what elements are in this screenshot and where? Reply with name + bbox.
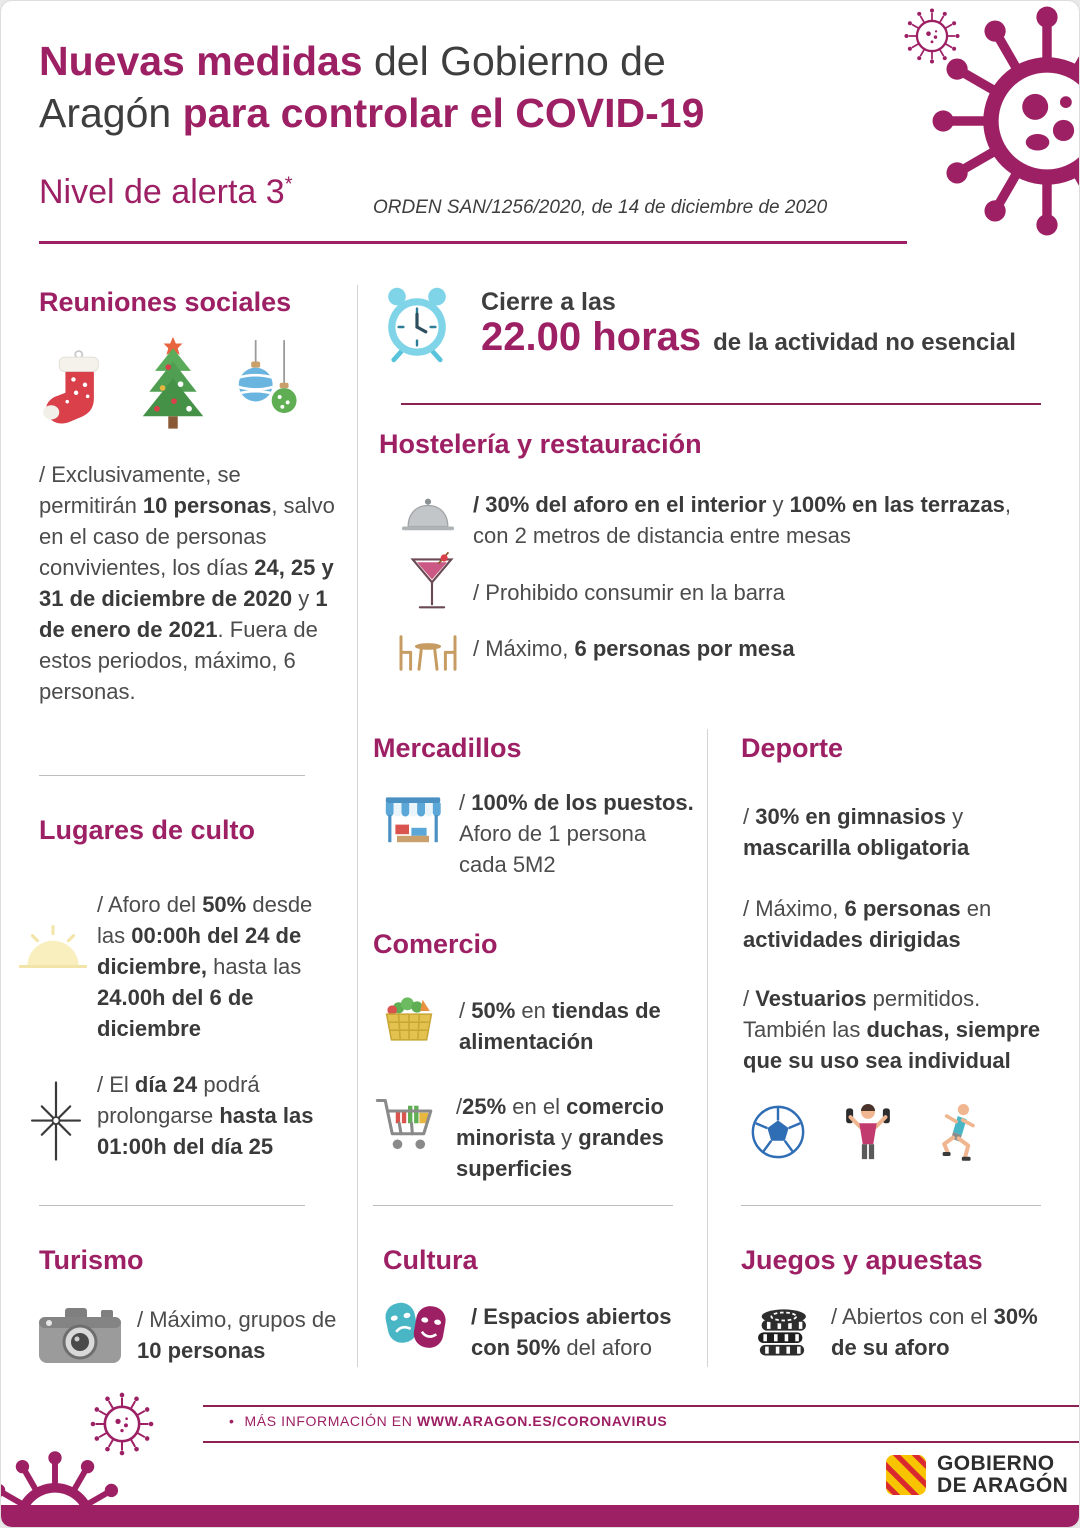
title-line1: [39, 35, 704, 87]
more-info-text: MÁS INFORMACIÓN EN: [244, 1413, 417, 1429]
order-reference: ORDEN SAN/1256/2020, de 14 de diciembre de 2020: [373, 197, 828, 218]
vertical-divider-right: [707, 729, 708, 1367]
virus-icon: [929, 3, 1080, 239]
section-title-culto: Lugares de culto: [39, 815, 256, 845]
middle-divider: [373, 1205, 673, 1206]
poker-chips-icon: [751, 1295, 813, 1361]
hosteleria-item-2: / Prohibido consumir en la barra: [473, 580, 785, 605]
title-accent-2: para controlar el COVID-19: [182, 90, 705, 136]
footer-divider-top: [203, 1405, 1080, 1407]
section-title-mercadillos: Mercadillos: [373, 733, 522, 763]
section-title-turismo: Turismo: [39, 1245, 144, 1275]
camera-icon: [35, 1301, 125, 1371]
section-title-reuniones: Reuniones sociales: [39, 287, 292, 317]
title-line2: [39, 87, 704, 139]
deporte-item-2: / Máximo, 6 personas en actividades dirigidas: [743, 896, 992, 952]
cocktail-icon: [407, 549, 457, 617]
left-divider-1: [39, 775, 305, 776]
coronavirus-url-link[interactable]: WWW.ARAGON.ES/CORONAVIRUS: [416, 1413, 668, 1429]
alarm-clock-icon: [377, 281, 457, 365]
section-title-hosteleria: Hostelería y restauración: [379, 429, 702, 459]
comercio-item-2: /25% en el comercio minorista y grandes superficies: [456, 1094, 664, 1181]
turismo-item-1: / Máximo, grupos de 10 personas: [137, 1307, 337, 1363]
hosteleria-item-1: / 30% del aforo en el interior y 100% en las terrazas, con 2 metros de distancia entre mesas: [473, 492, 1012, 548]
christmas-icons-group: [37, 335, 309, 439]
juegos-item-1: / Abiertos con el 30% de su aforo: [831, 1304, 1038, 1360]
stocking-icon: [37, 343, 117, 439]
closing-divider: [401, 403, 1041, 405]
cultura-item-1: / Espacios abiertos con 50% del aforo: [471, 1304, 672, 1360]
section-title-cultura: Cultura: [383, 1245, 478, 1275]
cloche-icon: [397, 493, 459, 539]
bullet-icon: •: [229, 1413, 235, 1429]
hosteleria-item-3: / Máximo, 6 personas por mesa: [473, 636, 795, 661]
grocery-basket-icon: [377, 987, 441, 1051]
aragon-flag-icon: [885, 1454, 927, 1496]
deporte-item-1: / 30% en gimnasios y mascarilla obligatoria: [743, 804, 970, 860]
gobierno-aragon-logo: [885, 1453, 1068, 1497]
shopping-cart-icon: [373, 1089, 443, 1161]
virus-icon: [89, 1391, 155, 1457]
sun-icon: [17, 923, 89, 975]
title-plain-1: del Gobierno de: [362, 38, 666, 84]
section-title-juegos: Juegos y apuestas: [741, 1245, 983, 1275]
left-divider-2: [39, 1205, 305, 1206]
sports-icons-group: [749, 1097, 985, 1167]
alert-asterisk: *: [284, 173, 293, 196]
footer-divider-bottom: [203, 1441, 1080, 1443]
closing-suffix: de la actividad no esencial: [713, 329, 1016, 356]
christmas-tree-icon: [129, 335, 217, 439]
header-divider: [39, 241, 907, 244]
right-divider: [741, 1205, 1041, 1206]
page-title: [39, 35, 704, 139]
title-plain-2: Aragón: [39, 90, 183, 136]
title-accent-1: Nuevas medidas: [39, 38, 363, 84]
more-info: [229, 1413, 667, 1429]
runner-icon: [929, 1097, 985, 1167]
market-stall-icon: [381, 791, 445, 855]
closing-intro: Cierre a las: [481, 288, 616, 316]
comercio-item-1: / 50% en tiendas de alimentación: [459, 998, 661, 1054]
theater-masks-icon: [377, 1295, 455, 1357]
alert-level: [39, 173, 292, 212]
closing-time-row: [481, 315, 1016, 360]
section-title-comercio: Comercio: [373, 929, 498, 959]
weightlifter-icon: [837, 1097, 899, 1167]
star-icon: [25, 1075, 87, 1167]
vertical-divider-left: [357, 285, 358, 1367]
logo-text: [937, 1453, 1068, 1497]
reuniones-text: / Exclusivamente, se permitirán 10 personas, salvo en el caso de personas convivientes, los días 24, 25 y 31 de diciembre de 2020 y 1 de enero de 2021. Fuera de estos periodos, máximo, 6 personas.: [39, 462, 335, 704]
soccer-ball-icon: [749, 1103, 807, 1161]
closing-time: 22.00 horas: [481, 315, 702, 359]
alert-level-text: Nivel de alerta 3: [39, 173, 285, 211]
mercadillos-item-1: / 100% de los puestos. Aforo de 1 persona cada 5M2: [459, 790, 694, 877]
ornaments-icon: [229, 339, 309, 439]
table-chairs-icon: [395, 631, 461, 675]
deporte-item-3: / Vestuarios permitidos. También las duchas, siempre que su uso sea individual: [743, 986, 1041, 1073]
logo-line-2: DE ARAGÓN: [937, 1474, 1069, 1497]
section-title-deporte: Deporte: [741, 733, 844, 763]
culto-item-1: / Aforo del 50% desde las 00:00h del 24 de diciembre, hasta las 24.00h del 6 de diciembre: [97, 892, 313, 1041]
culto-item-2: / El día 24 podrá prolongarse hasta las 01:00h del día 25: [97, 1072, 314, 1159]
footer-bar: [1, 1505, 1080, 1528]
logo-line-1: GOBIERNO: [937, 1452, 1055, 1475]
